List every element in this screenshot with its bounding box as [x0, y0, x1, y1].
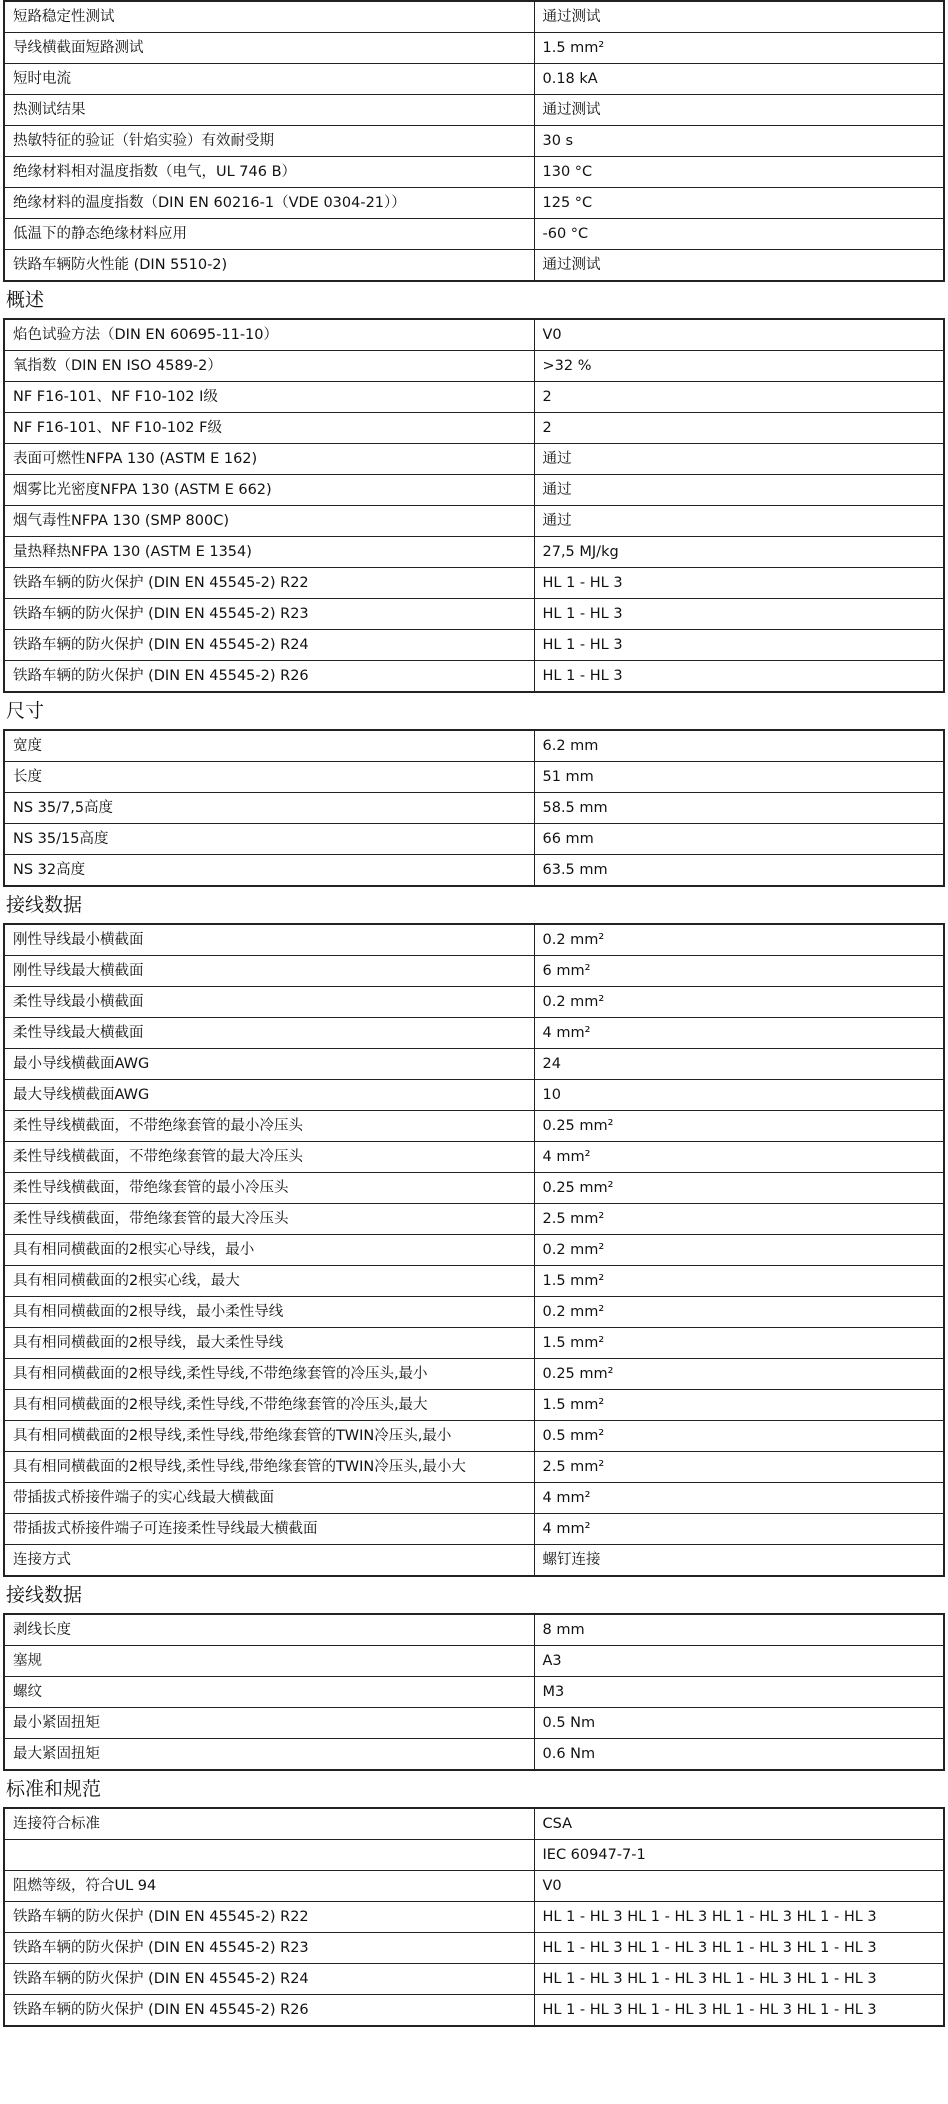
spec-table: [3, 0, 945, 282]
spec-label: 短时电流: [4, 64, 534, 95]
table-row: [4, 1739, 944, 1771]
spec-label: 长度: [4, 762, 534, 793]
table-row: [4, 1142, 944, 1173]
spec-value: 4 mm²: [534, 1483, 944, 1514]
spec-label: 连接方式: [4, 1545, 534, 1577]
spec-label: 铁路车辆的防火保护 (DIN EN 45545-2) R22: [4, 1902, 534, 1933]
spec-value: HL 1 - HL 3 HL 1 - HL 3 HL 1 - HL 3 HL 1 - HL 3: [534, 1933, 944, 1964]
spec-value: 2: [534, 382, 944, 413]
spec-label: 具有相同横截面的2根实心导线，最小: [4, 1235, 534, 1266]
spec-value: 6 mm²: [534, 956, 944, 987]
spec-label: 短路稳定性测试: [4, 1, 534, 33]
spec-table: [3, 1807, 945, 2027]
spec-label: 热敏特征的验证（针焰实验）有效耐受期: [4, 126, 534, 157]
table-row: [4, 1677, 944, 1708]
spec-value: 1.5 mm²: [534, 1266, 944, 1297]
table-row: [4, 1614, 944, 1646]
spec-label: 具有相同横截面的2根导线，最小柔性导线: [4, 1297, 534, 1328]
table-row: [4, 537, 944, 568]
spec-label: 铁路车辆的防火保护 (DIN EN 45545-2) R24: [4, 1964, 534, 1995]
spec-label: 氧指数（DIN EN ISO 4589-2）: [4, 351, 534, 382]
spec-value: 8 mm: [534, 1614, 944, 1646]
table-row: [4, 762, 944, 793]
spec-label: 柔性导线最大横截面: [4, 1018, 534, 1049]
spec-label: 具有相同横截面的2根实心线，最大: [4, 1266, 534, 1297]
section-overview: [0, 282, 948, 693]
spec-value: 通过测试: [534, 250, 944, 282]
table-row: [4, 506, 944, 537]
spec-label: 烟气毒性NFPA 130 (SMP 800C): [4, 506, 534, 537]
spec-label: 螺纹: [4, 1677, 534, 1708]
section-heading: 标准和规范: [6, 1778, 102, 1800]
spec-value: 30 s: [534, 126, 944, 157]
spec-label: 刚性导线最大横截面: [4, 956, 534, 987]
section-heading: 接线数据: [6, 894, 83, 916]
spec-label: 最大紧固扭矩: [4, 1739, 534, 1771]
table-row: [4, 568, 944, 599]
table-row: [4, 1483, 944, 1514]
spec-label: 铁路车辆的防火保护 (DIN EN 45545-2) R26: [4, 661, 534, 693]
spec-value: IEC 60947-7-1: [534, 1840, 944, 1871]
spec-value: 通过: [534, 506, 944, 537]
spec-value: 1.5 mm²: [534, 1328, 944, 1359]
table-row: [4, 157, 944, 188]
spec-value: 4 mm²: [534, 1018, 944, 1049]
table-row: [4, 1933, 944, 1964]
spec-label: 柔性导线横截面，带绝缘套管的最小冷压头: [4, 1173, 534, 1204]
table-row: [4, 126, 944, 157]
table-row: [4, 599, 944, 630]
spec-label: NF F16-101、NF F10-102 F级: [4, 413, 534, 444]
section-connection-data: [0, 887, 948, 1577]
spec-label: 剥线长度: [4, 1614, 534, 1646]
spec-value: 2.5 mm²: [534, 1452, 944, 1483]
spec-label: 带插拔式桥接件端子的实心线最大横截面: [4, 1483, 534, 1514]
table-row: [4, 924, 944, 956]
spec-label: 热测试结果: [4, 95, 534, 126]
spec-value: 4 mm²: [534, 1142, 944, 1173]
spec-label: NS 35/7,5高度: [4, 793, 534, 824]
spec-label: 塞规: [4, 1646, 534, 1677]
spec-value: 125 °C: [534, 188, 944, 219]
spec-value: A3: [534, 1646, 944, 1677]
spec-table: [3, 923, 945, 1577]
section-heading: 接线数据: [6, 1584, 83, 1606]
spec-value: M3: [534, 1677, 944, 1708]
spec-table: [3, 318, 945, 693]
table-row: [4, 319, 944, 351]
spec-label: 具有相同横截面的2根导线,柔性导线,不带绝缘套管的冷压头,最小: [4, 1359, 534, 1390]
spec-value: HL 1 - HL 3 HL 1 - HL 3 HL 1 - HL 3 HL 1 - HL 3: [534, 1964, 944, 1995]
spec-value: 0.25 mm²: [534, 1173, 944, 1204]
spec-value: 0.2 mm²: [534, 1297, 944, 1328]
spec-label: 铁路车辆的防火保护 (DIN EN 45545-2) R23: [4, 599, 534, 630]
table-row: [4, 382, 944, 413]
spec-label: 柔性导线横截面，不带绝缘套管的最大冷压头: [4, 1142, 534, 1173]
spec-value: HL 1 - HL 3: [534, 630, 944, 661]
spec-value: HL 1 - HL 3 HL 1 - HL 3 HL 1 - HL 3 HL 1 - HL 3: [534, 1902, 944, 1933]
table-row: [4, 1049, 944, 1080]
spec-value: 0.5 mm²: [534, 1421, 944, 1452]
table-row: [4, 1871, 944, 1902]
spec-value: HL 1 - HL 3 HL 1 - HL 3 HL 1 - HL 3 HL 1 - HL 3: [534, 1995, 944, 2027]
spec-label: NS 32高度: [4, 855, 534, 887]
spec-value: 1.5 mm²: [534, 1390, 944, 1421]
table-row: [4, 444, 944, 475]
spec-label: 刚性导线最小横截面: [4, 924, 534, 956]
spec-label: 铁路车辆的防火保护 (DIN EN 45545-2) R26: [4, 1995, 534, 2027]
table-row: [4, 1902, 944, 1933]
table-row: [4, 730, 944, 762]
spec-value: 通过: [534, 475, 944, 506]
spec-label: 绝缘材料的温度指数（DIN EN 60216-1（VDE 0304-21））: [4, 188, 534, 219]
spec-value: V0: [534, 1871, 944, 1902]
table-row: [4, 1390, 944, 1421]
spec-value: 0.25 mm²: [534, 1359, 944, 1390]
table-row: [4, 1840, 944, 1871]
table-row: [4, 1964, 944, 1995]
table-row: [4, 351, 944, 382]
table-row: [4, 1204, 944, 1235]
table-row: [4, 1266, 944, 1297]
spec-value: 0.2 mm²: [534, 1235, 944, 1266]
table-row: [4, 1514, 944, 1545]
table-row: [4, 1646, 944, 1677]
spec-table: [3, 729, 945, 887]
spec-value: CSA: [534, 1808, 944, 1840]
spec-label: 连接符合标准: [4, 1808, 534, 1840]
spec-label: 焰色试验方法（DIN EN 60695-11-10）: [4, 319, 534, 351]
spec-label: 表面可燃性NFPA 130 (ASTM E 162): [4, 444, 534, 475]
section-heading: 概述: [6, 289, 45, 311]
spec-value: 通过: [534, 444, 944, 475]
spec-value: 63.5 mm: [534, 855, 944, 887]
spec-value: 10: [534, 1080, 944, 1111]
spec-label: 柔性导线最小横截面: [4, 987, 534, 1018]
spec-label: 最小紧固扭矩: [4, 1708, 534, 1739]
table-row: [4, 1421, 944, 1452]
spec-label: 绝缘材料相对温度指数（电气，UL 746 B）: [4, 157, 534, 188]
table-row: [4, 1080, 944, 1111]
spec-label: 导线横截面短路测试: [4, 33, 534, 64]
spec-value: HL 1 - HL 3: [534, 568, 944, 599]
spec-label: 柔性导线横截面，带绝缘套管的最大冷压头: [4, 1204, 534, 1235]
spec-label: [4, 1840, 534, 1871]
spec-label: 具有相同横截面的2根导线,柔性导线,带绝缘套管的TWIN冷压头,最小大: [4, 1452, 534, 1483]
table-row: [4, 1173, 944, 1204]
spec-label: 烟雾比光密度NFPA 130 (ASTM E 662): [4, 475, 534, 506]
spec-value: -60 °C: [534, 219, 944, 250]
table-row: [4, 64, 944, 95]
spec-value: 0.18 kA: [534, 64, 944, 95]
spec-label: 带插拔式桥接件端子可连接柔性导线最大横截面: [4, 1514, 534, 1545]
spec-label: 铁路车辆的防火保护 (DIN EN 45545-2) R22: [4, 568, 534, 599]
spec-label: 铁路车辆的防火保护 (DIN EN 45545-2) R24: [4, 630, 534, 661]
table-row: [4, 1808, 944, 1840]
spec-value: 27,5 MJ/kg: [534, 537, 944, 568]
spec-label: 柔性导线横截面，不带绝缘套管的最小冷压头: [4, 1111, 534, 1142]
table-row: [4, 1018, 944, 1049]
spec-value: 2: [534, 413, 944, 444]
table-row: [4, 250, 944, 282]
table-row: [4, 793, 944, 824]
table-row: [4, 219, 944, 250]
spec-value: HL 1 - HL 3: [534, 599, 944, 630]
table-row: [4, 1995, 944, 2027]
spec-label: 最小导线横截面AWG: [4, 1049, 534, 1080]
spec-label: 铁路车辆的防火保护 (DIN EN 45545-2) R23: [4, 1933, 534, 1964]
table-row: [4, 413, 944, 444]
section-heading: 尺寸: [6, 700, 45, 722]
table-row: [4, 475, 944, 506]
spec-value: 24: [534, 1049, 944, 1080]
spec-value: 2.5 mm²: [534, 1204, 944, 1235]
table-row: [4, 987, 944, 1018]
spec-table: [3, 1613, 945, 1771]
table-row: [4, 1545, 944, 1577]
section-standards: [0, 1771, 948, 2027]
spec-value: 1.5 mm²: [534, 33, 944, 64]
spec-value: HL 1 - HL 3: [534, 661, 944, 693]
spec-label: 具有相同横截面的2根导线,柔性导线,不带绝缘套管的冷压头,最大: [4, 1390, 534, 1421]
section-connection-data-2: [0, 1577, 948, 1771]
spec-value: 0.2 mm²: [534, 924, 944, 956]
table-row: [4, 1328, 944, 1359]
spec-label: 阻燃等级，符合UL 94: [4, 1871, 534, 1902]
table-row: [4, 33, 944, 64]
spec-value: 0.5 Nm: [534, 1708, 944, 1739]
spec-value: >32 %: [534, 351, 944, 382]
spec-value: 0.25 mm²: [534, 1111, 944, 1142]
table-row: [4, 1111, 944, 1142]
table-row: [4, 824, 944, 855]
table-row: [4, 630, 944, 661]
table-row: [4, 1, 944, 33]
table-row: [4, 1235, 944, 1266]
section-test-results: [0, 0, 948, 282]
spec-value: 通过测试: [534, 95, 944, 126]
table-row: [4, 1297, 944, 1328]
spec-value: 螺钉连接: [534, 1545, 944, 1577]
table-row: [4, 1359, 944, 1390]
spec-value: 58.5 mm: [534, 793, 944, 824]
spec-value: 66 mm: [534, 824, 944, 855]
spec-label: 宽度: [4, 730, 534, 762]
spec-label: 低温下的静态绝缘材料应用: [4, 219, 534, 250]
spec-label: 具有相同横截面的2根导线，最大柔性导线: [4, 1328, 534, 1359]
spec-value: 通过测试: [534, 1, 944, 33]
spec-value: 51 mm: [534, 762, 944, 793]
section-dimensions: [0, 693, 948, 887]
spec-value: 130 °C: [534, 157, 944, 188]
spec-label: NF F16-101、NF F10-102 I级: [4, 382, 534, 413]
spec-label: 量热释热NFPA 130 (ASTM E 1354): [4, 537, 534, 568]
spec-value: 4 mm²: [534, 1514, 944, 1545]
spec-label: 具有相同横截面的2根导线,柔性导线,带绝缘套管的TWIN冷压头,最小: [4, 1421, 534, 1452]
table-row: [4, 95, 944, 126]
table-row: [4, 661, 944, 693]
spec-value: 0.6 Nm: [534, 1739, 944, 1771]
table-row: [4, 956, 944, 987]
spec-value: 6.2 mm: [534, 730, 944, 762]
spec-label: 铁路车辆防火性能 (DIN 5510-2): [4, 250, 534, 282]
table-row: [4, 188, 944, 219]
table-row: [4, 1708, 944, 1739]
spec-value: 0.2 mm²: [534, 987, 944, 1018]
spec-value: V0: [534, 319, 944, 351]
spec-label: NS 35/15高度: [4, 824, 534, 855]
table-row: [4, 1452, 944, 1483]
table-row: [4, 855, 944, 887]
spec-label: 最大导线横截面AWG: [4, 1080, 534, 1111]
